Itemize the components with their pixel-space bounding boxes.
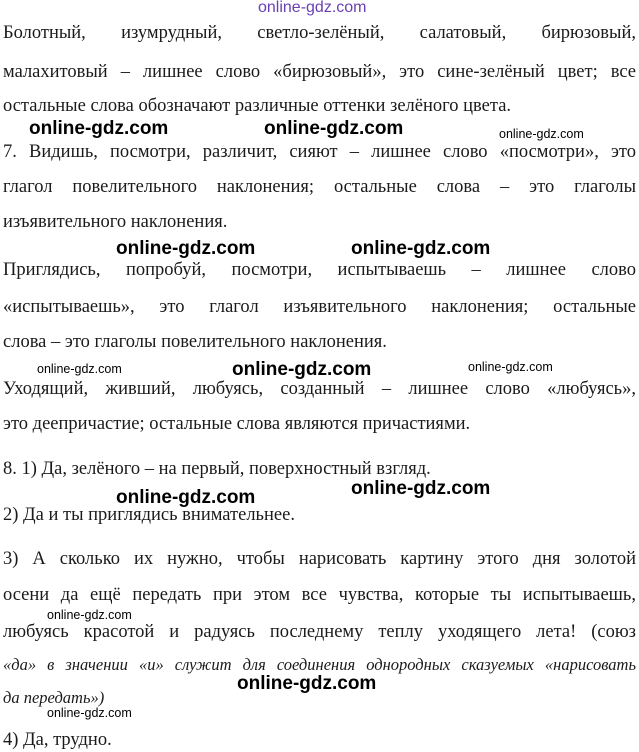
- text-line: 7. Видишь, посмотри, различит, сияют – лишнее слово «посмотри», это: [3, 142, 636, 162]
- watermark: online-gdz.com: [468, 360, 553, 374]
- text-line: малахитовый – лишнее слово «бирюзовый», это сине-зелёный цвет; все: [3, 62, 636, 82]
- watermark: online-gdz.com: [29, 118, 169, 139]
- text-line: осени да ещё передать при этом все чувства, которые ты испытываешь,: [3, 585, 636, 605]
- text-line: Приглядись, попробуй, посмотри, испытываешь – лишнее слово: [3, 260, 636, 280]
- text-line: любуясь красотой и радуясь последнему теплу уходящего лета! (союз: [3, 622, 636, 642]
- watermark: online-gdz.com: [264, 118, 404, 139]
- text-line: 3) А сколько их нужно, чтобы нарисовать картину этого дня золотой: [3, 549, 636, 569]
- text-line: 2) Да и ты приглядись внимательнее.: [3, 505, 295, 525]
- watermark: online-gdz.com: [37, 362, 122, 376]
- watermark: online-gdz.com: [351, 478, 491, 499]
- watermark-top: online-gdz.com: [258, 0, 367, 16]
- watermark: online-gdz.com: [116, 238, 256, 259]
- text-line: Болотный, изумрудный, светло-зелёный, салатовый, бирюзовый,: [3, 23, 636, 43]
- text-line: «испытываешь», это глагол изъявительного наклонения; остальные: [3, 297, 636, 317]
- watermark: online-gdz.com: [116, 487, 256, 508]
- text-line: остальные слова обозначают различные оттенки зелёного цвета.: [3, 96, 512, 116]
- watermark: online-gdz.com: [47, 608, 132, 622]
- text-line: слова – это глаголы повелительного наклонения.: [3, 332, 387, 352]
- watermark: online-gdz.com: [351, 238, 491, 259]
- text-line: Уходящий, живший, любуясь, созданный – лишнее слово «любуясь»,: [3, 379, 636, 399]
- watermark: online-gdz.com: [237, 673, 377, 694]
- text-line: 8. 1) Да, зелёного – на первый, поверхностный взгляд.: [3, 459, 431, 479]
- text-line: 4) Да, трудно.: [3, 730, 112, 750]
- watermark: online-gdz.com: [47, 706, 132, 720]
- text-line: да передать»): [3, 688, 105, 707]
- text-line: глагол повелительного наклонения; остальные слова – это глаголы: [3, 177, 636, 197]
- text-line: «да» в значении «и» служит для соединения однородных сказуемых «нарисовать: [3, 655, 636, 674]
- text-line: это деепричастие; остальные слова являются причастиями.: [3, 414, 471, 434]
- text-line: изъявительного наклонения.: [3, 212, 228, 232]
- watermark: online-gdz.com: [499, 127, 584, 141]
- watermark: online-gdz.com: [232, 359, 372, 380]
